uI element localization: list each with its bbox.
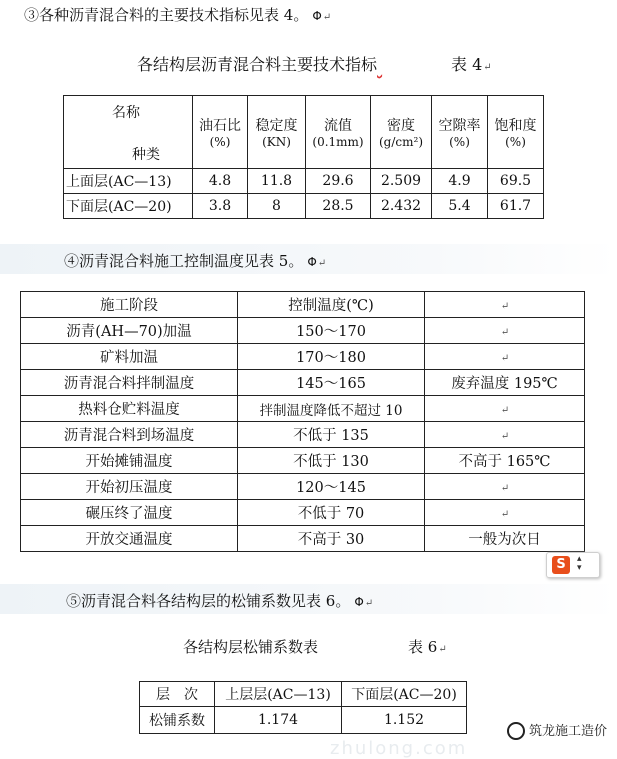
table-row (21, 318, 585, 344)
more-options-icon[interactable]: ▴ ▾ (577, 554, 582, 573)
table-row (21, 422, 585, 448)
table-row (140, 707, 467, 734)
spellcheck-squiggle (377, 55, 451, 74)
table-row (21, 526, 585, 552)
table-row (64, 194, 544, 219)
table-row (21, 500, 585, 526)
table-cell: 28.5 (306, 194, 371, 219)
stage-cell: 矿料加温 (21, 344, 238, 370)
header-cell: 层 次 (140, 682, 215, 707)
header-name: 饱和度 (494, 118, 537, 134)
faint-watermark: zhulong.com (330, 738, 468, 759)
section-4-text: ④沥青混合料施工控制温度见表 5。 (64, 252, 304, 270)
table-5-header-row (21, 292, 585, 318)
stage-cell: 碾压终了温度 (21, 500, 238, 526)
return-mark-icon: ↵ (483, 62, 492, 73)
header-name: 密度 (387, 118, 415, 134)
temperature-cell: 150～170 (238, 318, 425, 344)
return-mark-icon: ↵ (500, 508, 510, 520)
header-cell: 下面层(AC—20) (342, 682, 467, 707)
return-mark-icon: ↵ (322, 12, 332, 23)
table-row (64, 169, 544, 194)
wechat-logo-icon (507, 722, 525, 740)
table-4 (63, 95, 544, 219)
return-mark-icon: ↵ (500, 482, 510, 494)
header-cell: 施工阶段 (21, 292, 238, 318)
table-6-caption (183, 636, 447, 657)
return-mark-icon: ↵ (317, 258, 327, 269)
paragraph-mark-icon: Φ (354, 595, 364, 609)
table-4-title: 各结构层沥青混合料主要技术指标 (137, 55, 378, 74)
header-cell (371, 96, 432, 169)
header-name: 稳定度 (255, 118, 298, 134)
stage-cell: 开始初压温度 (21, 474, 238, 500)
header-cell: 上层层(AC—13) (215, 682, 342, 707)
header-cell: 控制温度(℃) (238, 292, 425, 318)
table-cell: 11.8 (248, 169, 306, 194)
note-cell: 一般为次日 (425, 526, 585, 552)
return-mark-icon: ↵ (500, 404, 510, 416)
table-6-header-row (140, 682, 467, 707)
header-unit: (KN) (262, 135, 291, 149)
stage-cell: 开放交通温度 (21, 526, 238, 552)
temperature-cell: 不高于 30 (238, 526, 425, 552)
temperature-cell: 不低于 130 (238, 448, 425, 474)
table-4-label: 表 4 (451, 55, 483, 74)
header-unit: (%) (449, 135, 470, 149)
stage-cell: 开始摊铺温度 (21, 448, 238, 474)
return-mark-icon: ↵ (364, 598, 374, 609)
table-cell: 4.8 (193, 169, 248, 194)
row-label: 松铺系数 (140, 707, 215, 734)
return-mark-icon: ↵ (438, 644, 447, 655)
stage-cell: 沥青混合料拌制温度 (21, 370, 238, 396)
note-cell (425, 344, 585, 370)
header-name: 油石比 (199, 118, 241, 134)
header-unit: (%) (505, 135, 526, 149)
temperature-cell: 170～180 (238, 344, 425, 370)
stage-cell: 沥青(AH—70)加温 (21, 318, 238, 344)
note-cell (425, 318, 585, 344)
header-unit: (0.1mm) (312, 135, 364, 149)
note-cell (425, 422, 585, 448)
table-5 (20, 291, 585, 552)
note-cell (425, 396, 585, 422)
watermark-text: 筑龙施工造价 (528, 724, 607, 739)
table-cell: 2.509 (371, 169, 432, 194)
note-cell (425, 474, 585, 500)
note-cell (425, 500, 585, 526)
header-name: 空隙率 (438, 118, 481, 134)
table-row (21, 474, 585, 500)
return-mark-icon: ↵ (500, 352, 510, 364)
table-row (21, 396, 585, 422)
table-cell: 29.6 (306, 169, 371, 194)
return-mark-icon: ↵ (500, 300, 510, 312)
paragraph-mark-icon: Φ (312, 9, 322, 23)
table-row (21, 344, 585, 370)
return-mark-icon: ↵ (500, 326, 510, 338)
header-cell (193, 96, 248, 169)
row-label: 上面层(AC—13) (64, 169, 193, 194)
table-cell: 69.5 (488, 169, 544, 194)
section-4-heading (64, 250, 326, 271)
header-cell (306, 96, 371, 169)
table-row (21, 370, 585, 396)
sogou-logo-icon[interactable]: S (552, 556, 570, 574)
table-4-header-row (64, 96, 544, 169)
header-unit: (g/cm²) (379, 135, 423, 149)
section-3-heading (24, 4, 331, 25)
table-cell: 1.152 (342, 707, 467, 734)
table-6-label: 表 6 (408, 638, 438, 656)
return-mark-icon: ↵ (500, 430, 510, 442)
header-name: 流值 (324, 118, 352, 134)
temperature-cell: 不低于 135 (238, 422, 425, 448)
temperature-cell: 不低于 70 (238, 500, 425, 526)
note-cell: 废弃温度 195℃ (425, 370, 585, 396)
table-cell: 2.432 (371, 194, 432, 219)
header-cell (248, 96, 306, 169)
header-cell (432, 96, 488, 169)
table-4-caption (137, 52, 492, 75)
table-cell: 5.4 (432, 194, 488, 219)
row-label: 下面层(AC—20) (64, 194, 193, 219)
table-cell: 8 (248, 194, 306, 219)
header-unit: (%) (209, 135, 231, 149)
corner-top-label: 名称 (112, 105, 140, 121)
table-6-title: 各结构层松铺系数表 (183, 638, 319, 656)
table-4-corner-cell (64, 96, 193, 169)
temperature-cell: 145～165 (238, 370, 425, 396)
temperature-cell: 拌制温度降低不超过 10 (238, 396, 425, 422)
watermark (507, 720, 607, 741)
table-row (21, 448, 585, 474)
paragraph-mark-icon: Φ (307, 255, 317, 269)
table-cell: 3.8 (193, 194, 248, 219)
stage-cell: 热料仓贮料温度 (21, 396, 238, 422)
section-3-text: ③各种沥青混合料的主要技术指标见表 4。 (24, 6, 309, 24)
header-cell (488, 96, 544, 169)
table-cell: 61.7 (488, 194, 544, 219)
section-5-heading (66, 590, 373, 611)
ime-toolbar[interactable] (546, 552, 600, 578)
note-cell: 不高于 165℃ (425, 448, 585, 474)
section-5-text: ⑤沥青混合料各结构层的松铺系数见表 6。 (66, 592, 351, 610)
stage-cell: 沥青混合料到场温度 (21, 422, 238, 448)
table-cell: 4.9 (432, 169, 488, 194)
table-cell: 1.174 (215, 707, 342, 734)
corner-bottom-label: 种类 (132, 147, 160, 163)
table-6 (139, 681, 467, 734)
temperature-cell: 120～145 (238, 474, 425, 500)
header-cell (425, 292, 585, 318)
